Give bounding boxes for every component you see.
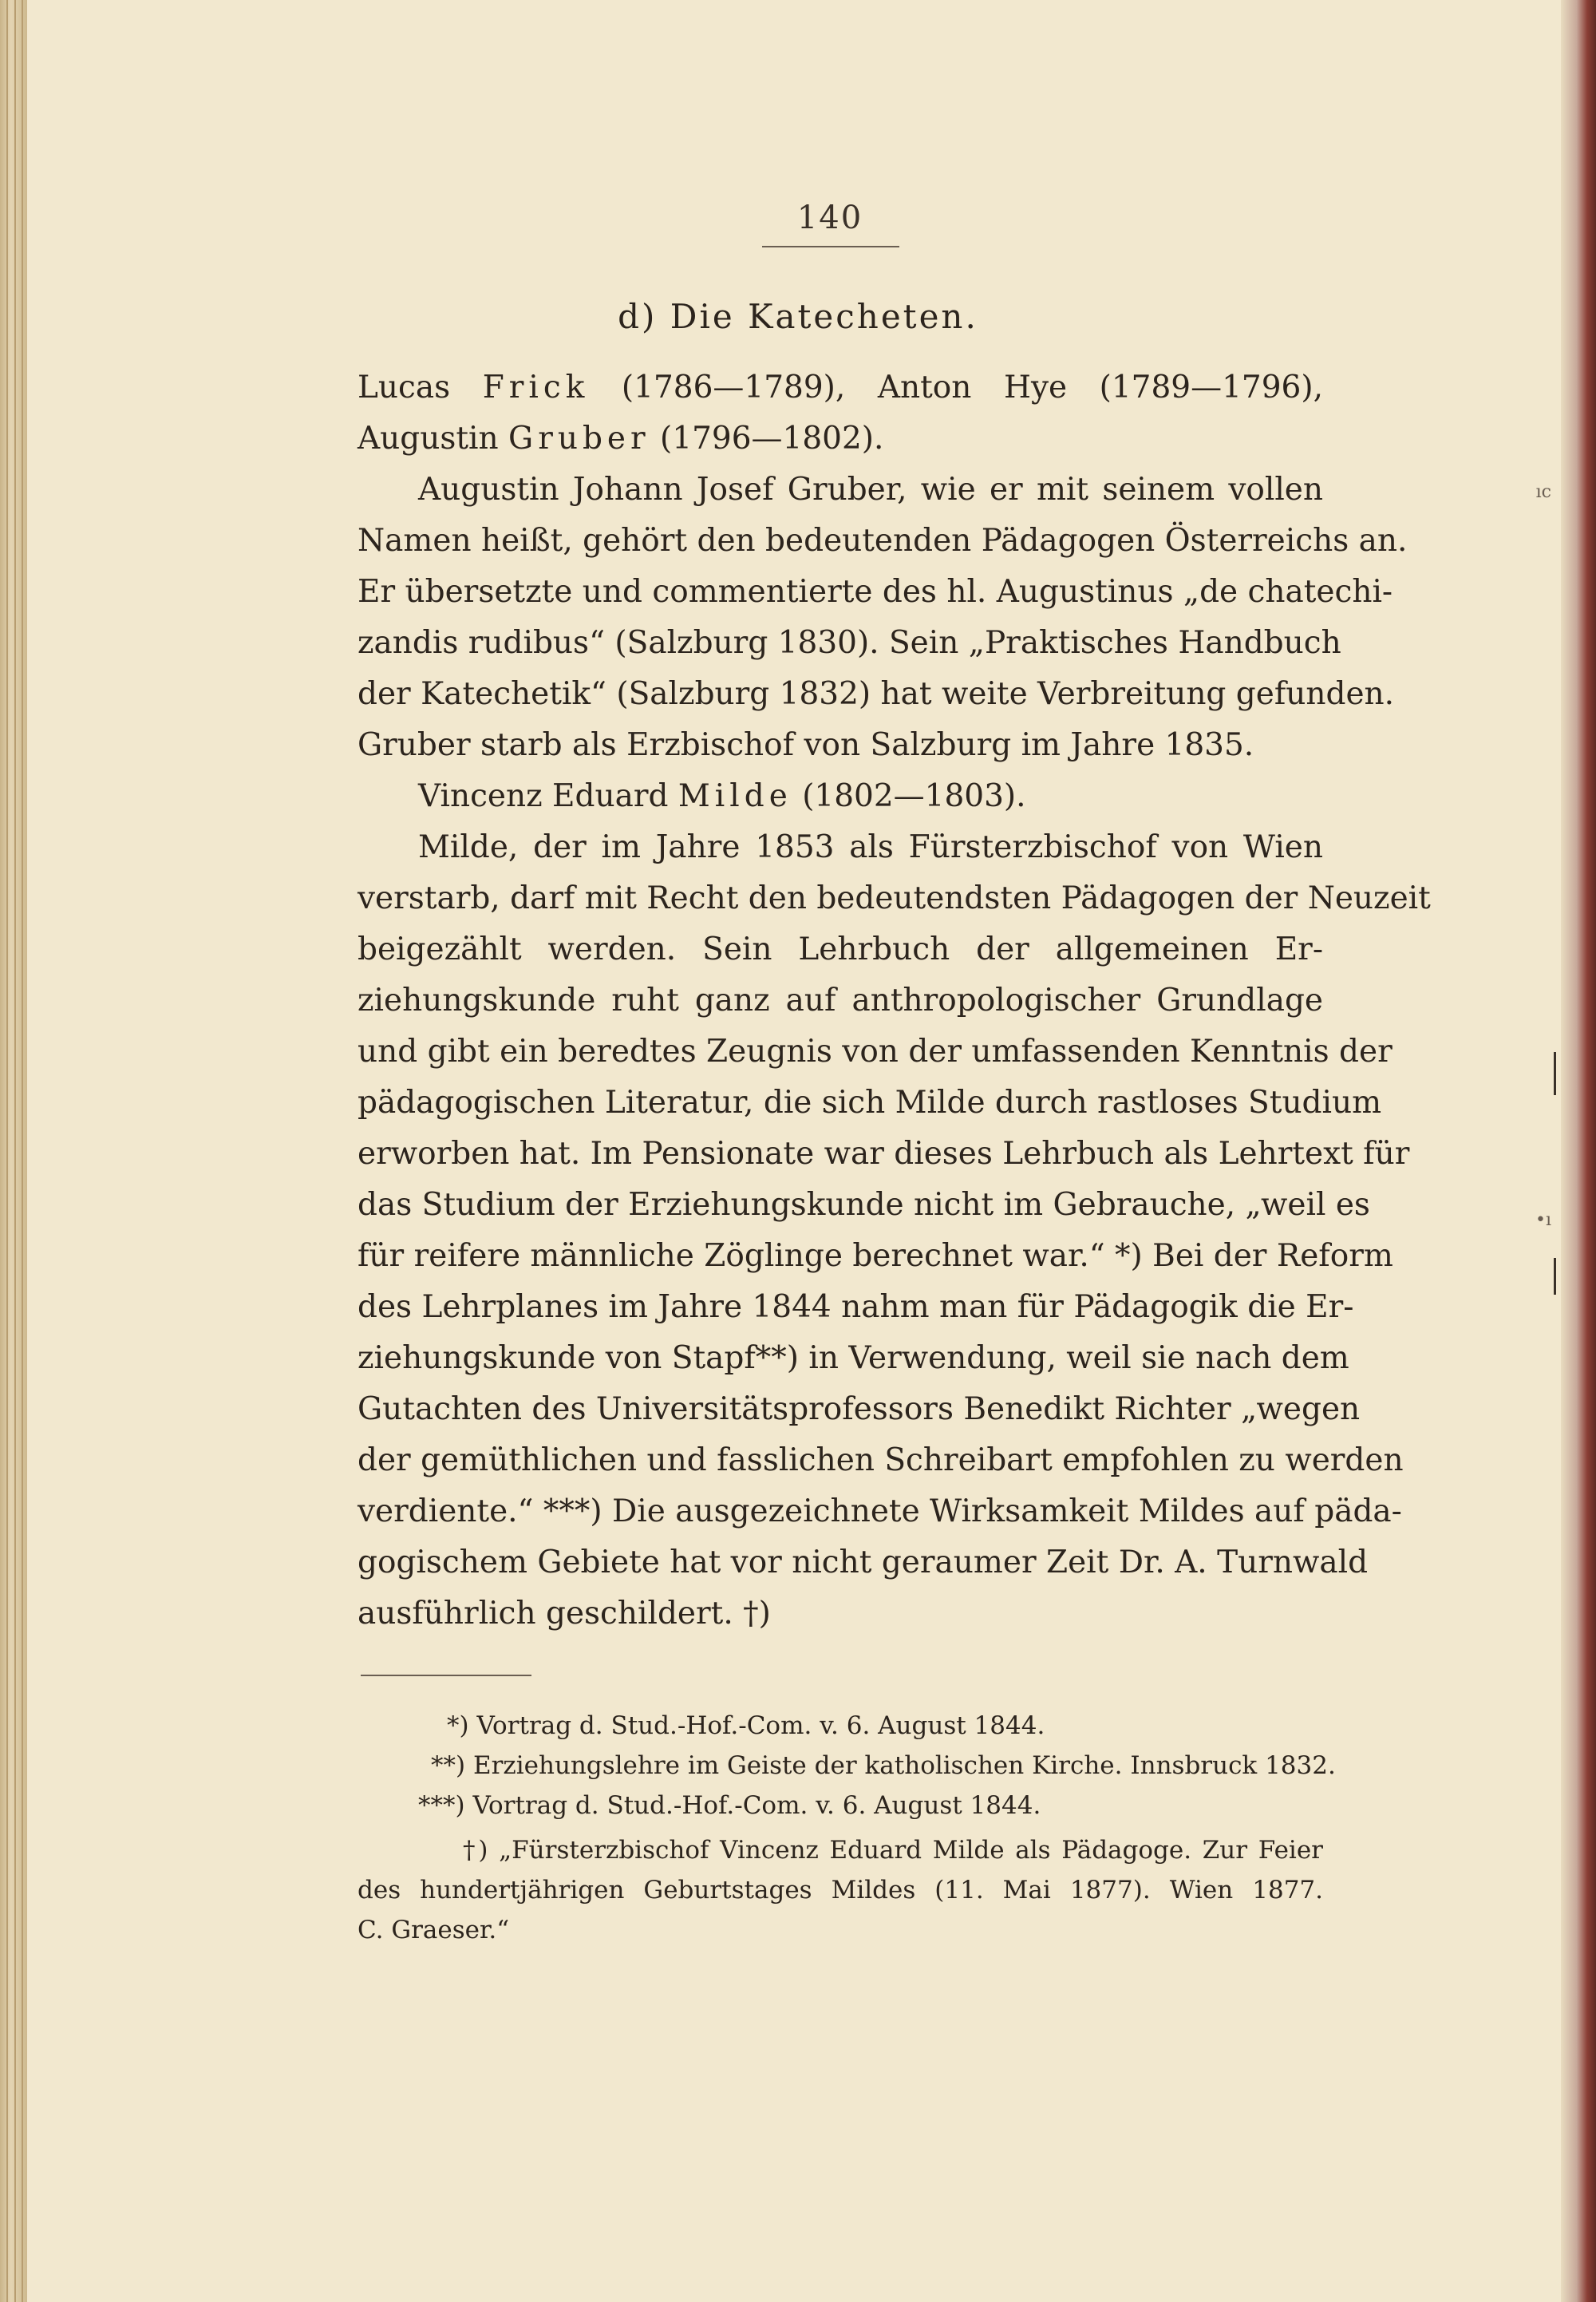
text-line: Milde, der im Jahre 1853 als Fürsterzbischof von Wien: [418, 829, 1323, 865]
section-heading: d) Die Katecheten.: [618, 297, 978, 336]
text-line: Gutachten des Universitätsprofessors Benedikt Richter „wegen: [358, 1391, 1361, 1427]
book-spine: [0, 0, 27, 2302]
text-line: des Lehrplanes im Jahre 1844 nahm man für Pädagogik die Er-: [358, 1289, 1354, 1325]
text-line: der gemüthlichen und fasslichen Schreibart empfohlen zu werden: [358, 1442, 1404, 1478]
footnote: *) Vortrag d. Stud.-Hof.-Com. v. 6. August 1844.: [447, 1711, 1045, 1740]
text-line: ausführlich geschildert. †): [358, 1596, 771, 1632]
text-line: beigezählt werden. Sein Lehrbuch der allgemeinen Er-: [358, 931, 1323, 967]
page-number-rule: [762, 246, 899, 247]
text-line: der Katechetik“ (Salzburg 1832) hat weite Verbreitung gefunden.: [358, 676, 1395, 712]
footnote-rule: [361, 1675, 531, 1676]
page-number: 140: [796, 200, 863, 236]
text-line: Vincenz Eduard Milde (1802—1803).: [418, 778, 1026, 814]
text-line: Er übersetzte und commentierte des hl. Augustinus „de chatechi-: [358, 574, 1393, 610]
text-line: verdiente.“ ***) Die ausgezeichnete Wirksamkeit Mildes auf päda-: [358, 1493, 1402, 1529]
footnote: des hundertjährigen Geburtstages Mildes (11. Mai 1877). Wien 1877.: [358, 1876, 1323, 1904]
text-line: und gibt ein beredtes Zeugnis von der umfassenden Kenntnis der: [358, 1034, 1393, 1070]
margin-mark: [1554, 1052, 1556, 1095]
margin-mark: [1554, 1258, 1556, 1295]
bleed-through-mark: ıc: [1535, 482, 1551, 502]
text-line: zandis rudibus“ (Salzburg 1830). Sein „Praktisches Handbuch: [358, 625, 1341, 661]
text-line: Augustin Johann Josef Gruber, wie er mit seinem vollen: [418, 472, 1323, 508]
footnote: ***) Vortrag d. Stud.-Hof.-Com. v. 6. August 1844.: [418, 1791, 1041, 1820]
text-line: pädagogischen Literatur, die sich Milde durch rastloses Studium: [358, 1085, 1382, 1121]
bleed-through-mark: •ı: [1535, 1210, 1551, 1230]
text-line: Lucas Frick (1786—1789), Anton Hye (1789—1796),: [358, 370, 1323, 405]
text-line: ziehungskunde ruht ganz auf anthropologischer Grundlage: [358, 983, 1323, 1018]
text-line: verstarb, darf mit Recht den bedeutendsten Pädagogen der Neuzeit: [358, 880, 1431, 916]
text-line: Namen heißt, gehört den bedeutenden Pädagogen Österreichs an.: [358, 523, 1408, 559]
text-line: Augustin Gruber (1796—1802).: [358, 421, 884, 457]
text-line: gogischem Gebiete hat vor nicht geraumer Zeit Dr. A. Turnwald: [358, 1545, 1369, 1580]
text-line: erworben hat. Im Pensionate war dieses Lehrbuch als Lehrtext für: [358, 1136, 1410, 1172]
footnote: **) Erziehungslehre im Geiste der katholischen Kirche. Innsbruck 1832.: [431, 1751, 1336, 1780]
text-line: das Studium der Erziehungskunde nicht im Gebrauche, „weil es: [358, 1187, 1370, 1223]
text-line: für reifere männliche Zöglinge berechnet war.“ *) Bei der Reform: [358, 1238, 1393, 1274]
page-edge: [1561, 0, 1596, 2302]
text-line: ziehungskunde von Stapf**) in Verwendung, weil sie nach dem: [358, 1340, 1349, 1376]
text-line: Gruber starb als Erzbischof von Salzburg im Jahre 1835.: [358, 727, 1254, 763]
footnote: C. Graeser.“: [358, 1916, 510, 1944]
footnote: †) „Fürsterzbischof Vincenz Eduard Milde als Pädagoge. Zur Feier: [463, 1836, 1323, 1865]
